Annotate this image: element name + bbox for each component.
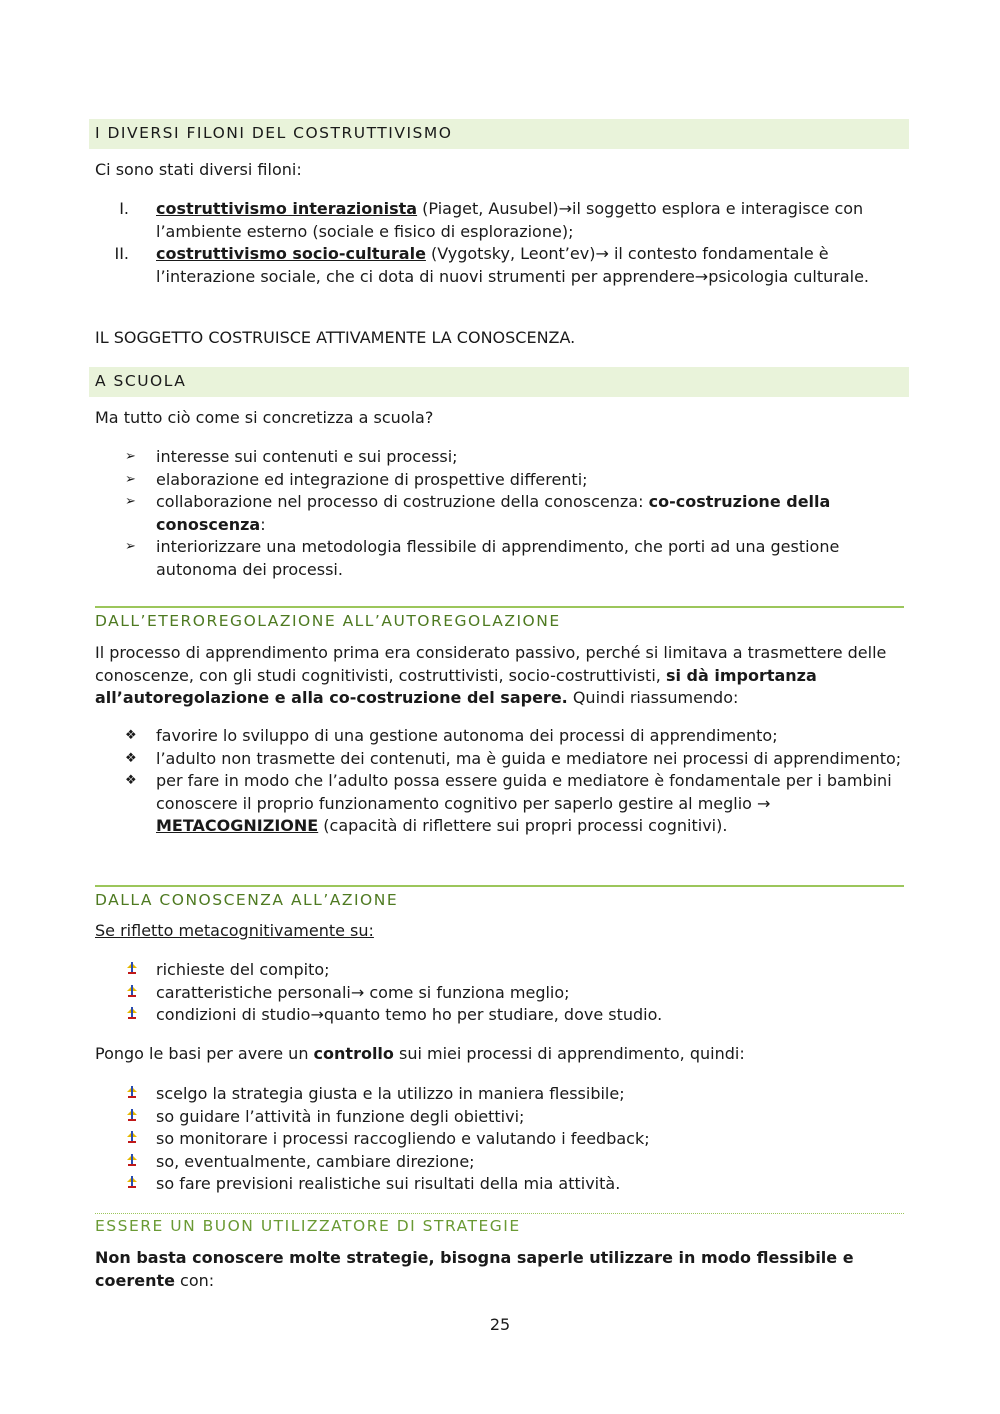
list-item: scelgo la strategia giusta e la utilizzo in maniera flessibile; <box>95 1083 905 1106</box>
list-item: ❖ l’adulto non trasmette dei contenuti, ma è guida e mediatore nei processi di apprendimento; <box>95 748 905 771</box>
list-item: ➢ collaborazione nel processo di costruzione della conoscenza: co-costruzione della conoscenza: <box>125 492 831 534</box>
pushpin-list <box>95 959 905 1027</box>
list-item: so monitorare i processi raccogliendo e valutando i feedback; <box>95 1128 905 1151</box>
pushpin-bullet-icon <box>125 982 139 1005</box>
list-item: ❖ per fare in modo che l’adulto possa essere guida e mediatore è fondamentale per i bambini conoscere il proprio funzionamento cognitivo per saperlo gestire al meglio → METACOGNIZIONE (capacità di riflettere sui propri processi cognitivi). <box>125 771 892 835</box>
section-heading: DALL’ETEROREGOLAZIONE ALL’AUTOREGOLAZIONE <box>95 606 904 630</box>
section-heading: DALLA CONOSCENZA ALL’AZIONE <box>95 885 904 909</box>
pushpin-bullet-icon <box>125 1151 139 1174</box>
list-item: caratteristiche personali→ come si funziona meglio; <box>95 982 905 1005</box>
paragraph: Il processo di apprendimento prima era considerato passivo, perché si limitava a trasmettere delle conoscenze, con gli studi cognitivisti, costruttivisti, socio-costruttivisti, si dà importanza all’autoregolazione e alla co-costruzione del sapere. Quindi riassumendo: <box>95 643 887 707</box>
diamond-bullet-icon: ❖ <box>125 773 137 788</box>
pushpin-bullet-icon <box>125 1128 139 1151</box>
list-item: so, eventualmente, cambiare direzione; <box>95 1151 905 1174</box>
paragraph: Non basta conoscere molte strategie, bisogna saperle utilizzare in modo flessibile e coerente con: <box>95 1248 854 1290</box>
diamond-bullet-icon: ❖ <box>125 750 137 766</box>
section-heading: A SCUOLA <box>89 367 909 397</box>
list-item: ❖ favorire lo sviluppo di una gestione autonoma dei processi di apprendimento; <box>95 725 905 748</box>
section-heading: I DIVERSI FILONI DEL COSTRUTTIVISMO <box>89 119 909 149</box>
arrow-list <box>95 446 905 581</box>
arrow-bullet-icon: ➢ <box>125 494 136 509</box>
list-item: richieste del compito; <box>95 959 905 982</box>
list-item: ➢ elaborazione ed integrazione di prospettive differenti; <box>95 469 905 492</box>
pushpin-bullet-icon <box>125 1173 139 1196</box>
pushpin-bullet-icon <box>125 959 139 982</box>
list-item: so fare previsioni realistiche sui risultati della mia attività. <box>95 1173 905 1196</box>
list-item <box>95 243 905 288</box>
list-number: I. <box>119 199 129 218</box>
item-text: (Piaget, Ausubel)→il soggetto esplora e interagisce con l’ambiente esterno (sociale e fisico di esplorazione); <box>156 199 864 241</box>
list-item: ➢ interiorizzare una metodologia flessibile di apprendimento, che porti ad una gestione autonoma dei processi. <box>125 537 840 579</box>
term: METACOGNIZIONE <box>156 816 319 835</box>
pushpin-bullet-icon <box>125 1004 139 1027</box>
list-item: condizioni di studio→quanto temo ho per studiare, dove studio. <box>95 1004 905 1027</box>
arrow-bullet-icon: ➢ <box>125 539 136 554</box>
paragraph: Ma tutto ciò come si concretizza a scuola? <box>95 408 434 427</box>
pushpin-bullet-icon <box>125 1083 139 1106</box>
term: costruttivismo interazionista <box>156 199 418 218</box>
roman-list <box>95 198 905 288</box>
list-number: II. <box>114 244 129 263</box>
paragraph: IL SOGGETTO COSTRUISCE ATTIVAMENTE LA CONOSCENZA. <box>95 328 576 347</box>
diamond-bullet-icon: ❖ <box>125 728 137 743</box>
paragraph: Pongo le basi per avere un controllo sui miei processi di apprendimento, quindi: <box>95 1044 745 1063</box>
pushpin-bullet-icon <box>125 1106 139 1129</box>
item-text: (Vygotsky, Leont’ev)→ il contesto fondamentale è l’interazione sociale, che ci dota di nuovi strumenti per apprendere→psicologia culturale. <box>156 244 869 286</box>
term: costruttivismo socio-culturale <box>156 244 426 263</box>
list-item <box>95 198 905 243</box>
arrow-bullet-icon: ➢ <box>125 471 136 487</box>
arrow-bullet-icon: ➢ <box>125 449 136 464</box>
list-item: so guidare l’attività in funzione degli obiettivi; <box>95 1106 905 1129</box>
paragraph: Ci sono stati diversi filoni: <box>95 160 302 179</box>
paragraph: Se rifletto metacognitivamente su: <box>95 921 374 940</box>
diamond-list <box>95 725 905 838</box>
page-number: 25 <box>489 1315 511 1334</box>
list-item: ➢ interesse sui contenuti e sui processi; <box>95 446 905 469</box>
section-heading: ESSERE UN BUON UTILIZZATORE DI STRATEGIE <box>95 1213 904 1235</box>
pushpin-list <box>95 1083 905 1196</box>
